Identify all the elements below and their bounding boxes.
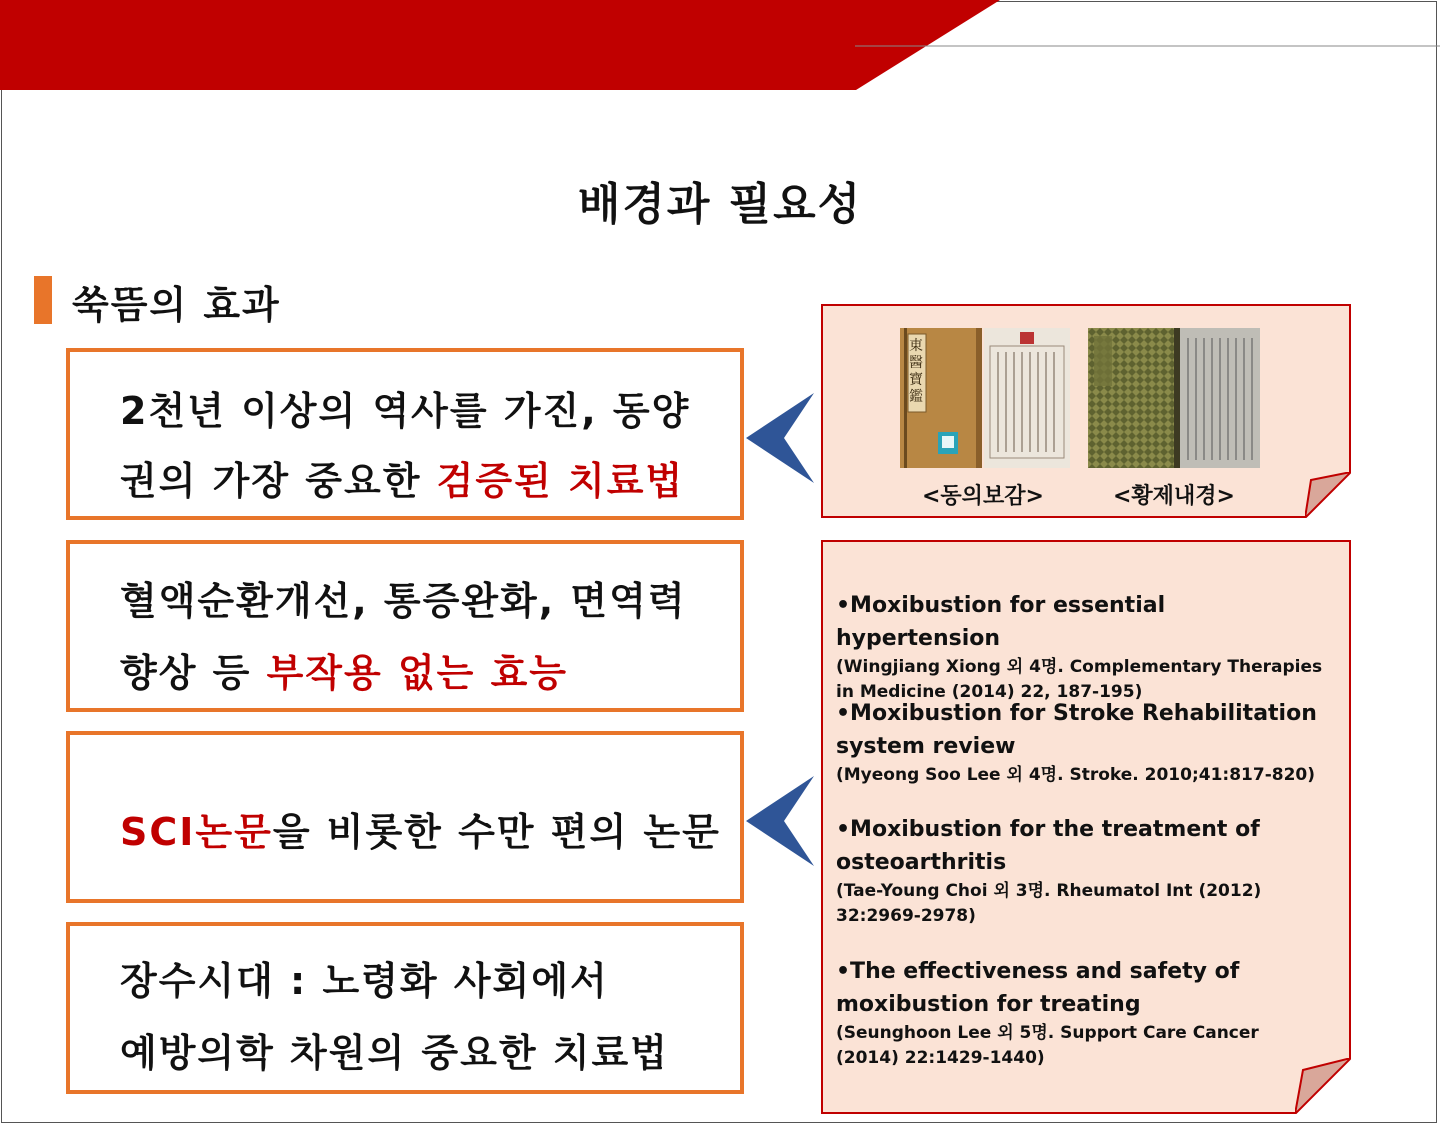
box-text: 향상 등 bbox=[120, 651, 267, 695]
chevron-left-icon bbox=[746, 776, 816, 866]
header-rule bbox=[855, 44, 1440, 48]
image-caption: <동의보감> bbox=[922, 484, 1044, 509]
box-line bbox=[120, 801, 721, 856]
book-spine-title: 東醫寶鑑 bbox=[909, 338, 923, 405]
reference-title: •The effectiveness and safety of moxibustion for treating bbox=[836, 959, 1240, 1017]
page-title: 배경과 필요성 bbox=[577, 179, 863, 230]
reference-item bbox=[836, 589, 1326, 705]
benefit-box-longevity bbox=[66, 922, 744, 1094]
benefit-box-effects bbox=[66, 540, 744, 712]
box-highlight: 검증된 치료법 bbox=[436, 459, 685, 503]
box-line: 2천년 이상의 역사를 가진, 동양 bbox=[120, 389, 691, 433]
page-curl-icon bbox=[1305, 472, 1351, 518]
chevron-left-icon bbox=[746, 393, 816, 483]
box-line: 예방의학 차원의 중요한 치료법 bbox=[120, 1031, 669, 1075]
reference-item bbox=[836, 955, 1326, 1071]
hwangje-naegyeong-book-image bbox=[1088, 328, 1260, 468]
dongui-bogam-book-image bbox=[900, 328, 1070, 468]
section-label: 쑥뜸의 효과 bbox=[72, 283, 281, 327]
reference-item bbox=[836, 813, 1326, 929]
reference-citation: (Seunghoon Lee 외 5명. Support Care Cancer (2014) 22:1429-1440) bbox=[836, 1023, 1259, 1068]
benefit-box-papers bbox=[66, 731, 744, 903]
box-line: 장수시대 : 노령화 사회에서 bbox=[120, 959, 609, 1003]
box-highlight: 부작용 없는 효능 bbox=[266, 651, 569, 695]
image-caption: <황제내경> bbox=[1113, 484, 1235, 509]
header-banner bbox=[0, 0, 1000, 90]
box-line bbox=[120, 450, 684, 505]
reference-title: •Moxibustion for essential hypertension bbox=[836, 593, 1166, 651]
reference-title: •Moxibustion for the treatment of osteoarthritis bbox=[836, 817, 1260, 875]
reference-item bbox=[836, 697, 1326, 788]
section-accent-bar bbox=[34, 276, 52, 324]
box-line: 혈액순환개선, 통증완화, 면역력 bbox=[120, 579, 687, 623]
box-highlight: SCI논문 bbox=[120, 810, 273, 854]
box-line bbox=[120, 642, 568, 697]
reference-citation: (Myeong Soo Lee 외 4명. Stroke. 2010;41:817-820) bbox=[836, 765, 1316, 785]
reference-citation: (Tae-Young Choi 외 3명. Rheumatol Int (2012) 32:2969-2978) bbox=[836, 881, 1262, 926]
box-text: 권의 가장 중요한 bbox=[120, 459, 437, 503]
benefit-box-history bbox=[66, 348, 744, 520]
reference-citation: (Wingjiang Xiong 외 4명. Complementary Therapies in Medicine (2014) 22, 187-195) bbox=[836, 657, 1323, 702]
reference-title: •Moxibustion for Stroke Rehabilitation system review bbox=[836, 701, 1317, 759]
box-text: 을 비롯한 수만 편의 논문 bbox=[272, 810, 721, 854]
